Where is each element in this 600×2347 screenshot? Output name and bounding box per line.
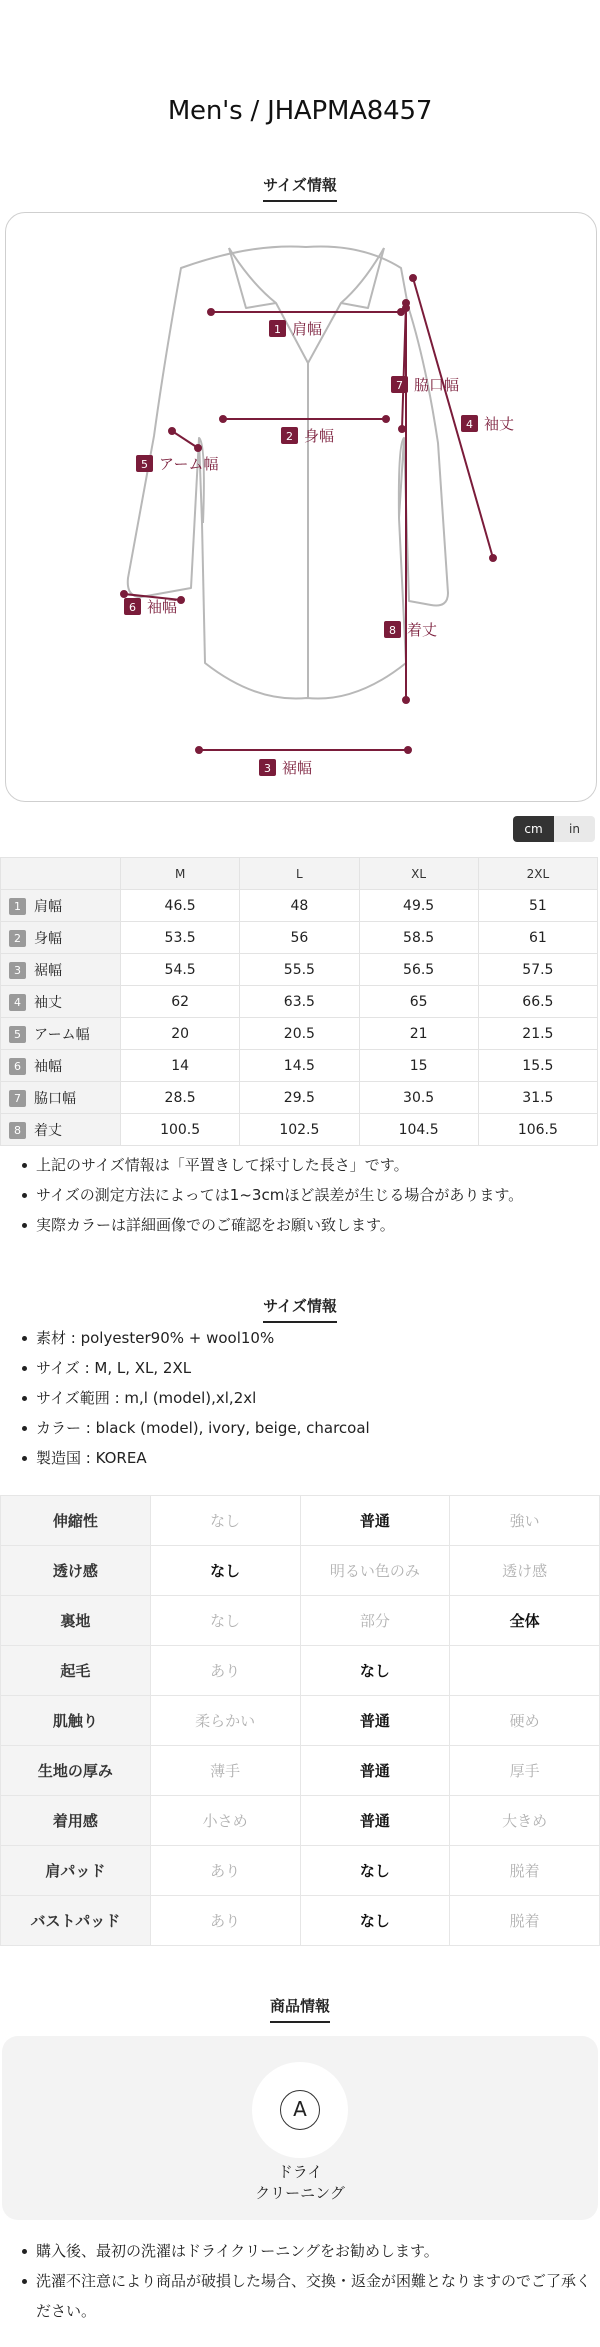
table-row — [1, 954, 598, 986]
size-value-cell: 15 — [359, 1050, 478, 1082]
property-option: 明るい色のみ — [300, 1546, 450, 1596]
svg-text:肩幅: 肩幅 — [292, 320, 323, 338]
list-item: サイズ範囲 : m,l (model),xl,2xl — [22, 1383, 592, 1413]
size-value-cell: 21 — [359, 1018, 478, 1050]
measurement-name: 袖丈 — [34, 994, 62, 1011]
property-name: 起毛 — [1, 1646, 151, 1696]
property-name: 肩パッド — [1, 1846, 151, 1896]
table-row — [1, 890, 598, 922]
property-row — [1, 1796, 600, 1846]
svg-text:6: 6 — [129, 601, 136, 614]
label-arm-width — [136, 455, 219, 473]
product-title: Men's / JHAPMA8457 — [167, 96, 433, 126]
svg-text:8: 8 — [389, 624, 396, 637]
measurement-label — [1, 1114, 121, 1146]
table-row — [1, 922, 598, 954]
size-value-cell: 62 — [121, 986, 240, 1018]
product-spec-list — [22, 1323, 592, 1473]
property-name: 裏地 — [1, 1596, 151, 1646]
svg-text:身幅: 身幅 — [304, 427, 335, 445]
property-option: 部分 — [300, 1596, 450, 1646]
measurement-name: 裾幅 — [34, 962, 62, 979]
care-instructions-box — [2, 2036, 598, 2220]
table-row — [1, 1050, 598, 1082]
property-option: なし — [150, 1546, 300, 1596]
measurement-name: 身幅 — [34, 930, 62, 947]
size-value-cell: 15.5 — [478, 1050, 597, 1082]
property-row — [1, 1896, 600, 1946]
header-empty-cell — [1, 858, 121, 890]
measurement-number-badge: 7 — [9, 1090, 26, 1107]
svg-text:着丈: 着丈 — [407, 621, 438, 639]
property-option: 小さめ — [150, 1796, 300, 1846]
size-value-cell: 20.5 — [240, 1018, 359, 1050]
size-value-cell: 65 — [359, 986, 478, 1018]
property-option: 厚手 — [450, 1746, 600, 1796]
measurement-number-badge: 8 — [9, 1122, 26, 1139]
property-option: 柔らかい — [150, 1696, 300, 1746]
size-value-cell: 31.5 — [478, 1082, 597, 1114]
table-row — [1, 1018, 598, 1050]
property-row — [1, 1596, 600, 1646]
svg-text:3: 3 — [264, 762, 271, 775]
property-option: 強い — [450, 1496, 600, 1546]
dry-clean-icon: A — [280, 2090, 320, 2130]
svg-text:4: 4 — [466, 418, 473, 431]
size-value-cell: 29.5 — [240, 1082, 359, 1114]
size-value-cell: 56 — [240, 922, 359, 954]
property-row — [1, 1846, 600, 1896]
measurement-name: 肩幅 — [34, 898, 62, 915]
list-item: 上記のサイズ情報は「平置きして採寸した長さ」です。 — [22, 1150, 592, 1180]
size-value-cell: 14 — [121, 1050, 240, 1082]
size-value-cell: 20 — [121, 1018, 240, 1050]
measurement-number-badge: 5 — [9, 1026, 26, 1043]
size-value-cell: 102.5 — [240, 1114, 359, 1146]
svg-text:5: 5 — [141, 458, 148, 471]
size-value-cell: 53.5 — [121, 922, 240, 954]
property-row — [1, 1696, 600, 1746]
property-option: なし — [300, 1846, 450, 1896]
unit-toggle — [513, 816, 595, 842]
care-icon-circle — [252, 2062, 348, 2158]
coat-measurement-diagram — [6, 213, 598, 803]
size-col-header: M — [121, 858, 240, 890]
size-col-header: L — [240, 858, 359, 890]
measurement-labels — [124, 320, 514, 777]
measurement-label — [1, 922, 121, 954]
measurement-number-badge: 1 — [9, 898, 26, 915]
size-value-cell: 46.5 — [121, 890, 240, 922]
size-diagram — [5, 212, 597, 802]
property-option: 普通 — [300, 1796, 450, 1846]
property-option: 硬め — [450, 1696, 600, 1746]
size-value-cell: 57.5 — [478, 954, 597, 986]
list-item: 洗濯不注意により商品が破損した場合、交換・返金が困難となりますのでご了承ください。 — [22, 2266, 592, 2326]
label-hem — [259, 759, 312, 777]
property-row — [1, 1646, 600, 1696]
size-table — [0, 857, 598, 1146]
property-option: 普通 — [300, 1696, 450, 1746]
table-row — [1, 986, 598, 1018]
size-value-cell: 104.5 — [359, 1114, 478, 1146]
property-name: 着用感 — [1, 1796, 151, 1846]
size-value-cell: 48 — [240, 890, 359, 922]
list-item: 購入後、最初の洗濯はドライクリーニングをお勧めします。 — [22, 2236, 592, 2266]
property-option: 脱着 — [450, 1896, 600, 1946]
list-item: サイズの測定方法によっては1~3cmほど誤差が生じる場合があります。 — [22, 1180, 592, 1210]
property-name: 伸縮性 — [1, 1496, 151, 1546]
label-cuff-width — [124, 598, 177, 616]
svg-text:裾幅: 裾幅 — [282, 759, 313, 777]
list-item: 素材 : polyester90% + wool10% — [22, 1323, 592, 1353]
size-value-cell: 61 — [478, 922, 597, 954]
size-value-cell: 106.5 — [478, 1114, 597, 1146]
measurement-number-badge: 4 — [9, 994, 26, 1011]
measurement-label — [1, 1018, 121, 1050]
size-value-cell: 49.5 — [359, 890, 478, 922]
table-row — [1, 1082, 598, 1114]
size-value-cell: 66.5 — [478, 986, 597, 1018]
measurement-label — [1, 890, 121, 922]
svg-text:袖丈: 袖丈 — [484, 415, 515, 433]
svg-text:2: 2 — [286, 430, 293, 443]
measurement-name: 脇口幅 — [34, 1090, 76, 1107]
property-option: 全体 — [450, 1596, 600, 1646]
measurement-name: アーム幅 — [34, 1026, 90, 1043]
measurement-name: 着丈 — [34, 1122, 62, 1139]
care-label: ドライ クリーニング — [255, 2163, 345, 2202]
property-option: なし — [300, 1896, 450, 1946]
list-item: 製造国 : KOREA — [22, 1443, 592, 1473]
fabric-properties-table — [0, 1495, 600, 1946]
size-value-cell: 100.5 — [121, 1114, 240, 1146]
measurement-number-badge: 2 — [9, 930, 26, 947]
measurement-name: 袖幅 — [34, 1058, 62, 1075]
size-value-cell: 30.5 — [359, 1082, 478, 1114]
property-name: 透け感 — [1, 1546, 151, 1596]
size-section-heading: サイズ情報 — [0, 174, 600, 202]
property-row — [1, 1746, 600, 1796]
property-option: 普通 — [300, 1496, 450, 1546]
property-name: 生地の厚み — [1, 1746, 151, 1796]
property-option: 普通 — [300, 1746, 450, 1796]
property-option: なし — [150, 1496, 300, 1546]
size-value-cell: 56.5 — [359, 954, 478, 986]
label-armhole — [391, 376, 459, 394]
property-name: バストパッド — [1, 1896, 151, 1946]
size-value-cell: 28.5 — [121, 1082, 240, 1114]
svg-text:1: 1 — [274, 323, 281, 336]
size-value-cell: 63.5 — [240, 986, 359, 1018]
size-value-cell: 51 — [478, 890, 597, 922]
property-option: なし — [300, 1646, 450, 1696]
property-option: なし — [150, 1596, 300, 1646]
label-chest — [281, 427, 334, 445]
measurement-number-badge: 6 — [9, 1058, 26, 1075]
property-option: 薄手 — [150, 1746, 300, 1796]
product-section-heading: 商品情報 — [0, 1995, 600, 2023]
svg-text:袖幅: 袖幅 — [147, 598, 178, 616]
measurement-label — [1, 1050, 121, 1082]
list-item: サイズ : M, L, XL, 2XL — [22, 1353, 592, 1383]
size-notes — [22, 1150, 592, 1240]
label-shoulder — [269, 320, 322, 338]
svg-text:脇口幅: 脇口幅 — [414, 376, 460, 394]
property-name: 肌触り — [1, 1696, 151, 1746]
svg-text:アーム幅: アーム幅 — [159, 455, 219, 473]
property-option: あり — [150, 1896, 300, 1946]
size-col-header: 2XL — [478, 858, 597, 890]
unit-cm-button[interactable]: cm — [513, 816, 554, 842]
list-item: 実際カラーは詳細画像でのご確認をお願い致します。 — [22, 1210, 592, 1240]
property-option: 脱着 — [450, 1846, 600, 1896]
size-value-cell: 21.5 — [478, 1018, 597, 1050]
label-total-length — [384, 621, 437, 639]
svg-text:7: 7 — [396, 379, 403, 392]
info-section-heading: サイズ情報 — [0, 1295, 600, 1323]
measurement-label — [1, 986, 121, 1018]
size-value-cell: 54.5 — [121, 954, 240, 986]
property-option: 大きめ — [450, 1796, 600, 1846]
list-item: カラー : black (model), ivory, beige, charcoal — [22, 1413, 592, 1443]
property-option: 透け感 — [450, 1546, 600, 1596]
care-notes — [22, 2236, 592, 2326]
size-table-header — [1, 858, 598, 890]
size-value-cell: 58.5 — [359, 922, 478, 954]
property-option — [450, 1646, 600, 1696]
measurement-number-badge: 3 — [9, 962, 26, 979]
measurement-label — [1, 1082, 121, 1114]
property-option: あり — [150, 1846, 300, 1896]
table-row — [1, 1114, 598, 1146]
label-sleeve-length — [461, 415, 514, 433]
measurement-label — [1, 954, 121, 986]
size-col-header: XL — [359, 858, 478, 890]
property-row — [1, 1496, 600, 1546]
property-option: あり — [150, 1646, 300, 1696]
property-row — [1, 1546, 600, 1596]
size-value-cell: 55.5 — [240, 954, 359, 986]
size-value-cell: 14.5 — [240, 1050, 359, 1082]
unit-in-button[interactable]: in — [554, 816, 595, 842]
